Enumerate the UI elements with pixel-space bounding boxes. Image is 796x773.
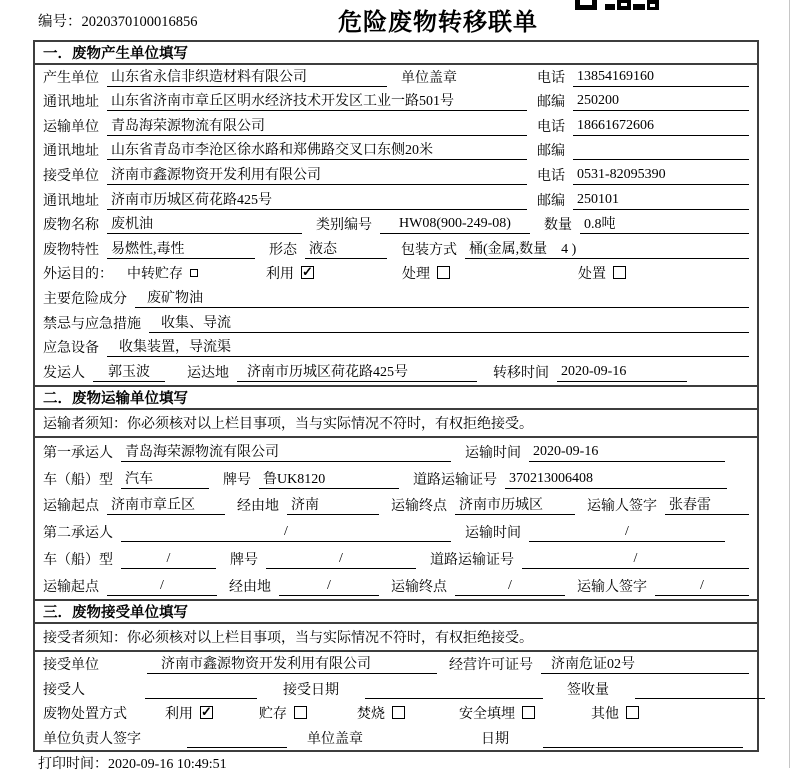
zip-label: 邮编 xyxy=(537,144,565,160)
taboo-value: 收集、导流 xyxy=(149,312,749,333)
plate-value: / xyxy=(266,551,416,569)
checkbox-incinerate: 焚烧 xyxy=(357,703,405,723)
via-value: / xyxy=(279,578,379,596)
vehicle-type-value: 汽车 xyxy=(121,468,209,489)
sign-quantity-label: 签收量 xyxy=(567,682,609,698)
checkbox xyxy=(301,266,314,279)
origin-label: 运输起点 xyxy=(43,499,99,515)
road-license-label: 道路运输证号 xyxy=(413,472,497,488)
character-value: 易燃性,毒性 xyxy=(107,238,255,259)
receiver-value: 济南市鑫源物资开发利用有限公司 xyxy=(107,164,527,185)
row-receiver-address xyxy=(35,188,757,213)
print-time-label: 打印时间： xyxy=(38,757,108,772)
checkbox xyxy=(626,706,639,719)
address-label: 通讯地址 xyxy=(43,144,99,160)
purpose-label: 外运目的： xyxy=(43,267,113,283)
endpoint-label: 运输终点 xyxy=(391,499,447,515)
plate-value: 鲁UK8120 xyxy=(259,468,399,489)
carrier1-label: 第一承运人 xyxy=(43,445,113,461)
origin-value: / xyxy=(107,578,217,596)
carrier2-value: / xyxy=(121,524,451,542)
manifest-form xyxy=(33,40,759,752)
checkbox-transfer-storage: 中转贮存 xyxy=(127,263,198,283)
row-waste-character xyxy=(35,237,757,262)
category-label: 类别编号 xyxy=(316,218,372,234)
transfer-date-value: 2020-09-16 xyxy=(557,364,687,382)
checkbox-landfill: 安全填埋 xyxy=(459,703,535,723)
equipment-value: 收集装置，导流渠 xyxy=(107,336,749,357)
plate-label: 牌号 xyxy=(230,553,258,569)
road-license-value: / xyxy=(522,551,749,569)
plate-label: 牌号 xyxy=(223,472,251,488)
phone-value: 18661672606 xyxy=(573,118,749,136)
sign-quantity-value xyxy=(635,681,765,699)
operating-license-label: 经营许可证号 xyxy=(449,657,533,673)
row-hazard-component xyxy=(35,286,757,311)
row-producer-address xyxy=(35,90,757,115)
manager-sign-label: 单位负责人签字 xyxy=(43,732,141,747)
section2-header: 二．废物运输单位填写 xyxy=(35,385,757,410)
row-vehicle1 xyxy=(35,465,757,492)
carrier-sign-label: 运输人签字 xyxy=(587,499,657,515)
checkbox xyxy=(613,266,626,279)
via-value: 济南 xyxy=(287,494,379,515)
receiver-label: 接受单位 xyxy=(43,169,99,185)
phone-value: 0531-82095390 xyxy=(573,167,749,185)
section3-notice: 接受者须知：你必须核对以上栏目事项，当与实际情况不符时，有权拒绝接受。 xyxy=(35,624,757,652)
manager-sign-value xyxy=(187,730,287,748)
zip-label: 邮编 xyxy=(537,95,565,111)
carrier-sign-value: 张春雷 xyxy=(665,494,749,515)
page-edge-line xyxy=(789,0,790,768)
endpoint-value: / xyxy=(455,578,565,596)
transporter-value: 青岛海荣源物流有限公司 xyxy=(107,115,527,136)
hazard-value: 废矿物油 xyxy=(135,287,749,308)
checkbox-other: 其他 xyxy=(591,703,639,723)
phone-label: 电话 xyxy=(537,70,565,86)
row-transporter xyxy=(35,114,757,139)
acceptor-label: 接受人 xyxy=(43,682,85,698)
print-time-value: 2020-09-16 10:49:51 xyxy=(108,757,227,772)
phone-value: 13854169160 xyxy=(573,69,749,87)
row-producer xyxy=(35,65,757,90)
transport-time-value: / xyxy=(529,524,725,542)
transfer-date-label: 转移时间 xyxy=(493,365,549,381)
date-value xyxy=(543,730,743,748)
section2-notice: 运输者须知：你必须核对以上栏目事项，当与实际情况不符时，有权拒绝接受。 xyxy=(35,410,757,438)
address-value: 山东省青岛市李沧区徐水路和郑佛路交叉口东侧20米 xyxy=(107,139,527,160)
accept-date-value xyxy=(365,681,543,699)
quantity-value: 0.8吨 xyxy=(580,213,749,234)
address-label: 通讯地址 xyxy=(43,193,99,209)
via-label: 经由地 xyxy=(229,579,271,595)
phone-label: 电话 xyxy=(537,119,565,135)
print-time xyxy=(38,753,227,773)
row-manager-sign xyxy=(35,726,757,751)
category-value: HW08(900-249-08) xyxy=(380,216,530,234)
transport-time-label: 运输时间 xyxy=(465,445,521,461)
transport-time-value: 2020-09-16 xyxy=(529,444,725,462)
zip-value: 250101 xyxy=(573,192,749,210)
checkbox xyxy=(437,266,450,279)
row-route1 xyxy=(35,492,757,519)
unit-seal-label: 单位盖章 xyxy=(307,732,363,747)
row-second-carrier xyxy=(35,518,757,545)
shipper-label: 发运人 xyxy=(43,365,85,381)
checkbox-use: 利用 ✓ xyxy=(165,703,213,723)
endpoint-value: 济南市历城区 xyxy=(455,494,575,515)
accept-unit-label: 接受单位 xyxy=(43,657,99,673)
accept-date-label: 接受日期 xyxy=(283,682,339,698)
address-value: 山东省济南市章丘区明水经济技术开发区工业一路501号 xyxy=(107,90,527,111)
row-first-carrier xyxy=(35,438,757,465)
zip-value xyxy=(573,142,749,160)
accept-unit-value: 济南市鑫源物资开发利用有限公司 xyxy=(147,653,437,674)
row-receiver xyxy=(35,163,757,188)
road-license-label: 道路运输证号 xyxy=(430,553,514,569)
zip-label: 邮编 xyxy=(537,193,565,209)
row-shipper xyxy=(35,360,757,385)
via-label: 经由地 xyxy=(237,499,279,515)
form-state-value: 液态 xyxy=(305,238,387,259)
checkbox-dispose: 处置 xyxy=(578,263,626,283)
row-waste-name xyxy=(35,213,757,238)
operating-license-value: 济南危证02号 xyxy=(541,653,749,674)
row-route2 xyxy=(35,572,757,599)
serial-value: 2020370100016856 xyxy=(81,14,198,30)
vehicle-type-value: / xyxy=(121,551,216,569)
address-value: 济南市历城区荷花路425号 xyxy=(107,189,527,210)
equipment-label: 应急设备 xyxy=(43,341,99,357)
transport-time-label: 运输时间 xyxy=(465,526,521,542)
checkbox xyxy=(200,706,213,719)
carrier-sign-value: / xyxy=(655,578,749,596)
qr-code-icon xyxy=(575,0,659,10)
vehicle-type-label: 车（船）型 xyxy=(43,553,113,569)
producer-label: 产生单位 xyxy=(43,70,99,86)
date-label: 日期 xyxy=(481,732,509,747)
taboo-label: 禁忌与应急措施 xyxy=(43,316,141,332)
endpoint-label: 运输终点 xyxy=(391,579,447,595)
road-license-value: 370213006408 xyxy=(505,471,727,489)
vehicle-type-label: 车（船）型 xyxy=(43,472,113,488)
checkbox xyxy=(294,706,307,719)
hazard-label: 主要危险成分 xyxy=(43,292,127,308)
section3-body xyxy=(35,652,757,751)
disposal-label: 废物处置方式 xyxy=(43,707,127,723)
waste-name-value: 废机油 xyxy=(107,213,302,234)
carrier1-value: 青岛海荣源物流有限公司 xyxy=(121,441,451,462)
row-vehicle2 xyxy=(35,545,757,572)
form-state-label: 形态 xyxy=(269,242,297,258)
row-accept-unit xyxy=(35,652,757,677)
row-transporter-address xyxy=(35,139,757,164)
carrier-sign-label: 运输人签字 xyxy=(577,579,647,595)
row-taboo-measures xyxy=(35,311,757,336)
shipper-value: 郭玉波 xyxy=(93,361,165,382)
acceptor-value xyxy=(145,681,257,699)
transporter-label: 运输单位 xyxy=(43,119,99,135)
checkbox xyxy=(522,706,535,719)
checkbox-treat: 处理 xyxy=(402,263,450,283)
row-emergency-equipment xyxy=(35,336,757,361)
section1-body xyxy=(35,65,757,385)
destination-label: 运达地 xyxy=(187,365,229,381)
checkbox xyxy=(392,706,405,719)
origin-value: 济南市章丘区 xyxy=(107,494,225,515)
section1-header: 一．废物产生单位填写 xyxy=(35,42,757,65)
character-label: 废物特性 xyxy=(43,242,99,258)
phone-label: 电话 xyxy=(537,169,565,185)
origin-label: 运输起点 xyxy=(43,579,99,595)
row-disposal-method xyxy=(35,702,757,727)
quantity-label: 数量 xyxy=(544,218,572,234)
checkbox xyxy=(190,269,198,277)
section2-body xyxy=(35,438,757,599)
packing-value: 桶(金属,数量 4 ) xyxy=(465,238,749,259)
row-transfer-purpose xyxy=(35,262,757,287)
row-acceptor xyxy=(35,677,757,702)
carrier2-label: 第二承运人 xyxy=(43,526,113,542)
address-label: 通讯地址 xyxy=(43,95,99,111)
waste-name-label: 废物名称 xyxy=(43,218,99,234)
destination-value: 济南市历城区荷花路425号 xyxy=(237,361,477,382)
zip-value: 250200 xyxy=(573,93,749,111)
checkbox-store: 贮存 xyxy=(259,703,307,723)
page-title: 危险废物转移联单 xyxy=(338,9,538,36)
checkbox-use: 利用 ✓ xyxy=(266,263,314,283)
packing-label: 包装方式 xyxy=(401,242,457,258)
serial-label: 编号： xyxy=(38,14,82,30)
unit-seal-label: 单位盖章 xyxy=(401,70,457,86)
section3-header: 三．废物接受单位填写 xyxy=(35,599,757,624)
producer-value: 山东省永信非织造材料有限公司 xyxy=(107,66,387,87)
